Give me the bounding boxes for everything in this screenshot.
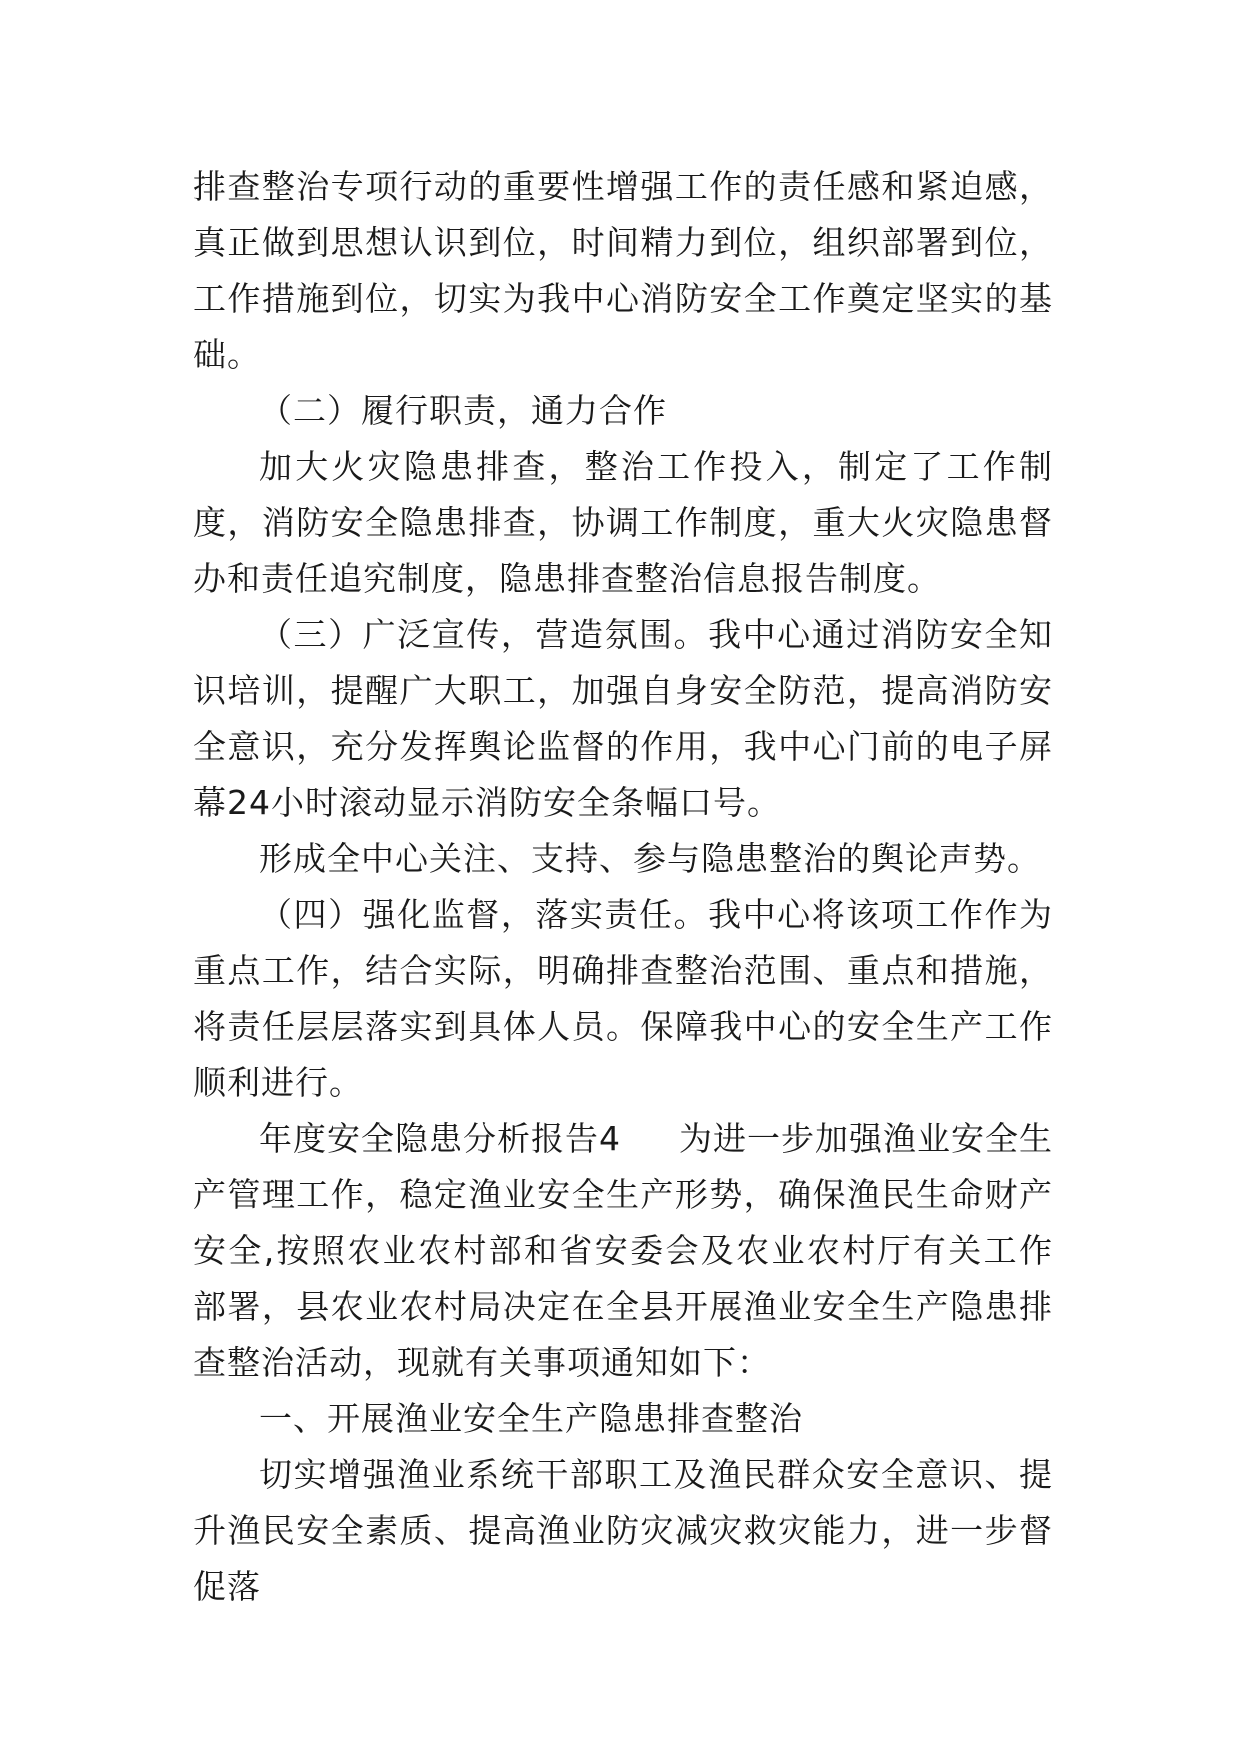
paragraph-continuation: 排查整治专项行动的重要性增强工作的责任感和紧迫感，真正做到思想认识到位，时间精力到位，组织部署到位，工作措施到位，切实为我中心消防安全工作奠定坚实的基础。 [193, 167, 1053, 374]
document-body [193, 159, 1053, 1615]
paragraph-supervision: （四）强化监督，落实责任。我中心将该项工作作为重点工作，结合实际，明确排查整治范围、重点和措施，将责任层层落实到具体人员。保障我中心的安全生产工作顺利进行。 [193, 895, 1053, 1102]
report-intro: 为进一步加强渔业安全生产管理工作，稳定渔业安全生产形势，确保渔民生命财产安全,按照农业农村部和省安委会及农业农村厅有关工作部署，县农业农村局决定在全县开展渔业安全生产隐患排查整治活动，现就有关事项通知如下： [193, 1119, 1053, 1382]
paragraph-publicity: （三）广泛宣传，营造氛围。我中心通过消防安全知识培训，提醒广大职工，加强自身安全防范，提高消防安全意识，充分发挥舆论监督的作用，我中心门前的电子屏幕24小时滚动显示消防安全条幅口号。 [193, 615, 1053, 822]
section-heading-1: 一、开展渔业安全生产隐患排查整治 [259, 1399, 803, 1438]
paragraph-closing: 切实增强渔业系统干部职工及渔民群众安全意识、提升渔民安全素质、提高渔业防灾减灾救灾能力，进一步督促落 [193, 1455, 1053, 1606]
paragraph-public-opinion: 形成全中心关注、支持、参与隐患整治的舆论声势。 [259, 839, 1041, 878]
paragraph-fire-hazard: 加大火灾隐患排查，整治工作投入，制定了工作制度，消防安全隐患排查，协调工作制度，重大火灾隐患督办和责任追究制度，隐患排查整治信息报告制度。 [193, 447, 1053, 598]
report-heading: 年度安全隐患分析报告4 [259, 1119, 621, 1158]
section-heading-2: （二）履行职责，通力合作 [259, 391, 667, 430]
paragraph-report-4 [193, 1111, 1053, 1391]
